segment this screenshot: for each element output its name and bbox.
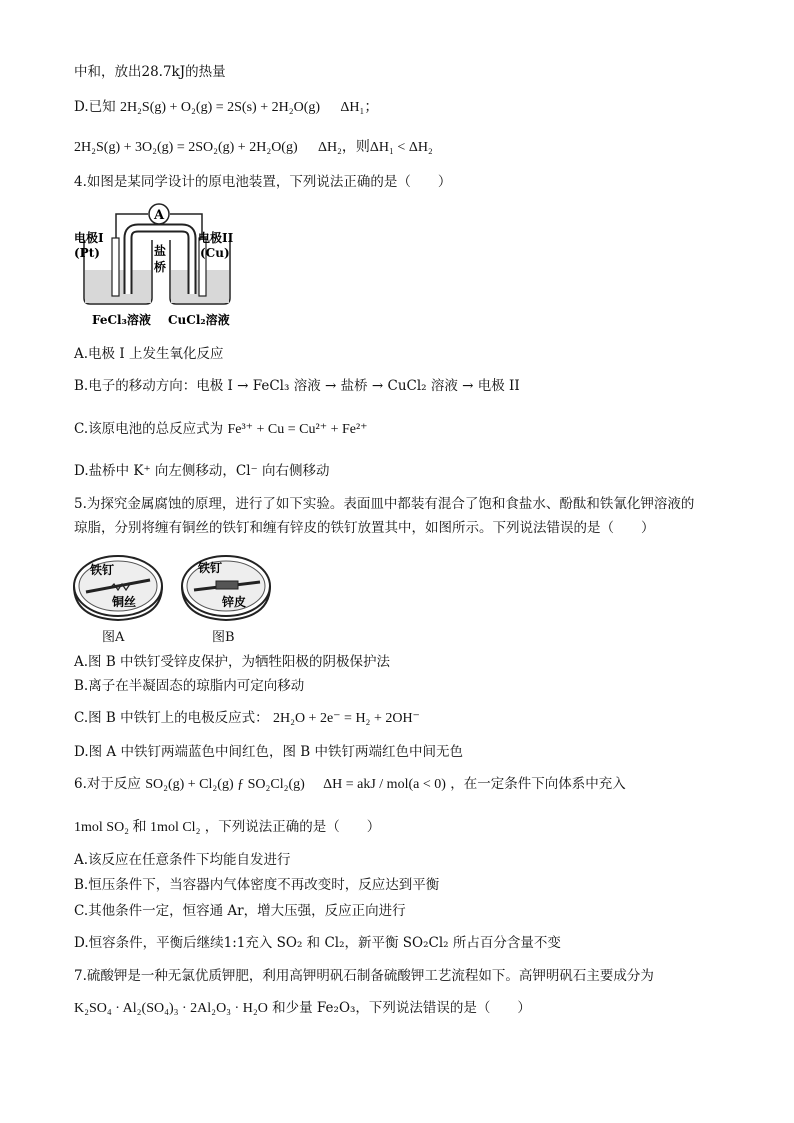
q4-option-d: D.盐桥中 K⁺ 向左侧移动，Cl⁻ 向右侧移动 [74, 463, 330, 479]
reactant-amounts: 1mol SO₂ 和 1mol Cl₂ [74, 820, 201, 835]
question-7-line1: 7.硫酸钾是一种无氯优质钾肥，利用高钾明矾石制备硫酸钾工艺流程如下。高钾明矾石主要成分为 [74, 968, 654, 984]
option-d-line1 [74, 98, 378, 117]
question-text: ，在一定条件下向体系中充入 [450, 776, 626, 792]
question-6-line1 [74, 775, 626, 794]
electrode-pt [112, 238, 119, 296]
mineral-formula: K₂SO₄ · Al₂(SO₄)₃ · 2Al₂O₃ · H₂O [74, 1001, 268, 1016]
q5-option-d: D.图 A 中铁钉两端蓝色中间红色，图 B 中铁钉两端红色中间无色 [74, 744, 463, 760]
delta-h-compare: ΔH₂，则ΔH₁ < ΔH₂ [317, 140, 433, 155]
delta-h: ΔH₁； [340, 100, 379, 115]
text-line: 中和，放出28.7kJ的热量 [74, 64, 226, 80]
question-text: ，下列说法正确的是（ ） [204, 819, 381, 835]
equation: 2H₂S(g) + O₂(g) = 2S(s) + 2H₂O(g) [119, 100, 321, 115]
question-7-line2 [74, 999, 531, 1018]
q6-option-b: B.恒压条件下，当容器内气体密度不再改变时，反应达到平衡 [74, 877, 440, 893]
equation: Fe³⁺ + Cu = Cu²⁺ + Fe²⁺ [227, 422, 368, 437]
q4-option-b: B.电子的移动方向：电极 I → FeCl₃ 溶液 → 盐桥 → CuCl₂ 溶液 → 电极 II [74, 378, 520, 394]
question-4: 4.如图是某同学设计的原电池装置，下列说法正确的是（ ） [74, 174, 452, 190]
solution2-label: CuCl₂溶液 [168, 313, 230, 327]
equation: 2H₂O + 2e⁻ = H₂ + 2OH⁻ [272, 711, 420, 726]
question-label: 6.对于反应 [74, 776, 141, 792]
zinc-sheet [216, 581, 238, 589]
option-label: C.图 B 中铁钉上的电极反应式： [74, 710, 269, 726]
dish-b-wire-label: 锌皮 [222, 595, 247, 609]
bridge-label-2: 桥 [153, 260, 167, 274]
corrosion-figure [72, 548, 282, 628]
q4-option-c [74, 420, 368, 439]
q5-option-b: B.离子在半凝固态的琼脂内可定向移动 [74, 678, 305, 694]
q4-option-a: A.电极 I 上发生氧化反应 [74, 346, 224, 362]
bridge-label-1: 盐 [153, 244, 167, 258]
electrode2-material: (Cu) [200, 246, 230, 260]
q5-option-c [74, 709, 420, 728]
enthalpy: ΔH = akJ / mol(a < 0) [323, 777, 446, 792]
electrode1-label: 电极I [74, 231, 104, 245]
option-label: D.已知 [74, 99, 116, 115]
q6-option-c: C.其他条件一定，恒容通 Ar，增大压强，反应正向进行 [74, 903, 406, 919]
q5-option-a: A.图 B 中铁钉受锌皮保护，为牺牲阳极的阴极保护法 [74, 654, 391, 670]
equation: SO₂(g) + Cl₂(g) ƒ SO₂Cl₂(g) [145, 777, 305, 792]
q6-option-a: A.该反应在任意条件下均能自发进行 [74, 852, 291, 868]
option-label: C.该原电池的总反应式为 [74, 421, 224, 437]
electrode2-label: 电极II [198, 231, 234, 245]
question-text: 和少量 Fe₂O₃，下列说法错误的是（ ） [272, 1000, 531, 1016]
question-5-line2: 琼脂，分别将缠有铜丝的铁钉和缠有锌皮的铁钉放置其中，如图所示。下列说法错误的是（ ） [74, 520, 655, 536]
dish-b-nail-label: 铁钉 [198, 561, 223, 575]
figure-a-caption: 图A [102, 630, 125, 645]
solution1-label: FeCl₃溶液 [92, 313, 151, 327]
question-5-line1: 5.为探究金属腐蚀的原理，进行了如下实验。表面皿中都装有混合了饱和食盐水、酚酞和铁氰化钾溶液的 [74, 496, 695, 512]
dish-a-wire-label: 铜丝 [112, 595, 137, 609]
figure-b-caption: 图B [212, 630, 235, 645]
q6-option-d: D.恒容条件，平衡后继续1:1充入 SO₂ 和 Cl₂，新平衡 SO₂Cl₂ 所占百分含量不变 [74, 935, 561, 951]
option-d-line2 [74, 138, 433, 157]
equation: 2H₂S(g) + 3O₂(g) = 2SO₂(g) + 2H₂O(g) [74, 140, 298, 155]
electrode1-material: (Pt) [74, 246, 100, 260]
ammeter-label: A [153, 208, 165, 223]
question-6-line2 [74, 818, 380, 837]
galvanic-cell-figure [70, 198, 240, 333]
dish-a-nail-label: 铁钉 [90, 563, 115, 577]
